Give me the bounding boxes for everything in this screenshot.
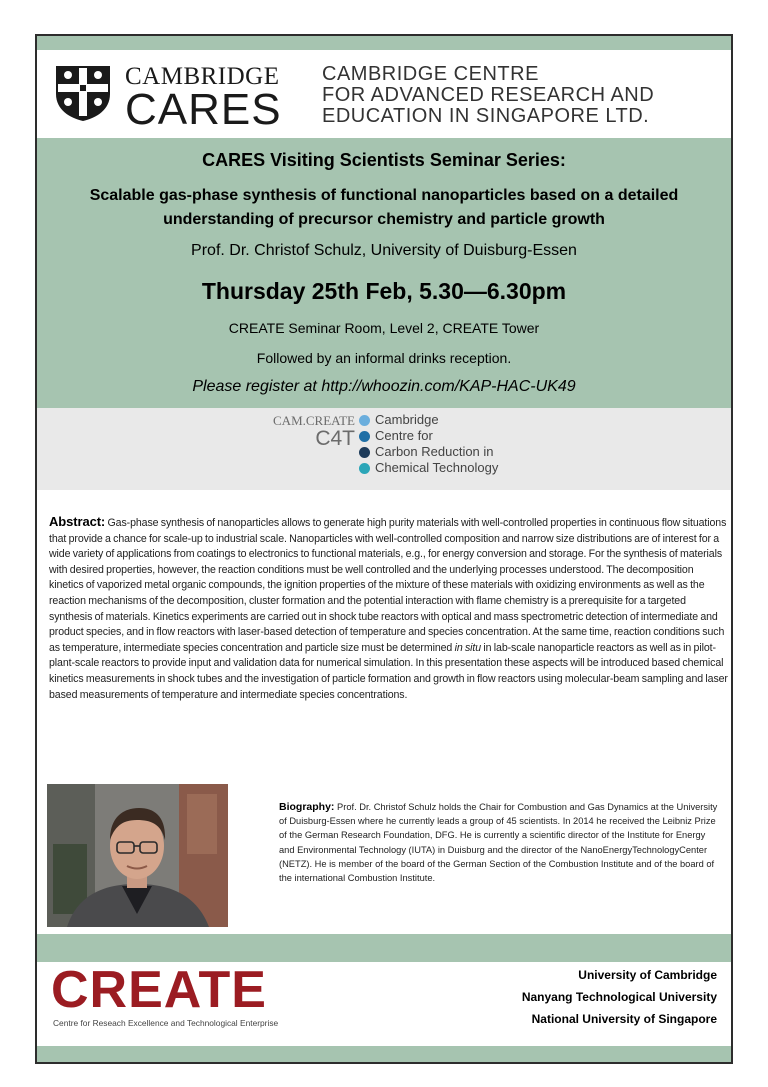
centre-line-1: CAMBRIDGE CENTRE <box>322 63 539 85</box>
biography-section <box>279 800 723 885</box>
middle-green-band <box>37 934 731 962</box>
speaker-portrait-image <box>47 784 228 927</box>
c4t-dot-icon <box>359 415 370 426</box>
c4t-dot-icon <box>359 463 370 474</box>
abstract-section <box>49 514 729 703</box>
abstract-text-2: in lab-scale nanoparticle reactors as well as in pilot-plant-scale reactors to provide input and validation data for numerical simulation. In this presentation these aspects will be introduced based chemical kinetics measurements in shock tubes and the investigation of particle formation and growth in flow reactors using molecular-beam sampling and laser based measurements of temperature and intermediate species concentrations. <box>49 641 728 701</box>
cambridge-shield-icon <box>54 64 112 122</box>
c4t-dot-icon <box>359 447 370 458</box>
centre-name <box>322 64 654 127</box>
centre-line-3: EDUCATION IN SINGAPORE LTD. <box>322 105 650 127</box>
cam-create-text: CAM.CREATE <box>273 413 355 428</box>
university-list <box>522 964 717 1030</box>
cares-wordmark: CARES <box>125 85 282 134</box>
series-title: CARES Visiting Scientists Seminar Series: <box>202 150 566 170</box>
cambridge-wordmark: CAMBRIDGE <box>125 63 280 90</box>
abstract-text: Gas-phase synthesis of nanoparticles allows to generate high purity materials with well-controlled properties in continuous flow situations that provide a chance for scale-up to industrial scale. Nanoparticles with well-controlled composition and narrow size distributions are of interest for a wide variety of applications from coatings to electronics to functional materials, e.g., for energy conversion and storage. For the synthesis of materials with desired properties, however, the reaction conditions must be well controlled and the underlying processes understood. The decomposition kinetics of vaporized metal organic compounds, the ignition properties of the mixture of these materials with oxidizing environments as well as the reaction mechanisms of the decomposition, cluster formation and the potential interaction with flame chemistry is a prerequisite for a targeted synthesis of materials. Kinetics experiments are carried out in shock tube reactors with optical and mass spectrometric detection of intermediate and product species, and in flow reactors with laser-based detection of temperature and species concentration. At the same time, reaction conditions such as temperature, intermediate species concentration and particle size must be determined <box>49 517 727 654</box>
c4t-name-4: Chemical Technology <box>375 460 499 475</box>
bottom-green-band <box>37 1046 731 1062</box>
speaker-photo <box>47 784 228 927</box>
biography-text: Prof. Dr. Christof Schulz holds the Chair for Combustion and Gas Dynamics at the University of Duisburg-Essen where he currently leads a group of 45 scientists. In 2014 he received the Leibniz Prize of the German Research Foundation, DFG. He is currently a scientific director of the Institute for Energy and Environmental Technology (IUTA) in Duisburg and the director of the NanoEnergyTechnologyCenter (NETZ). He is member of the board of the German Section of the Combustion Institute and of the board of the international Combustion Institute. <box>279 802 718 884</box>
event-reception: Followed by an informal drinks reception. <box>256 350 512 366</box>
top-green-band <box>37 36 731 50</box>
university-3: National University of Singapore <box>531 1012 717 1026</box>
cares-header <box>37 50 731 138</box>
biography-label: Biography: <box>279 801 335 813</box>
seminar-poster <box>35 34 733 1064</box>
footer <box>37 962 731 1046</box>
university-2: Nanyang Technological University <box>521 990 717 1004</box>
talk-title: Scalable gas-phase synthesis of functional nanoparticles based on a detailed understanding of precursor chemistry and particle growth <box>89 187 679 228</box>
c4t-name-3: Carbon Reduction in <box>375 444 494 459</box>
c4t-dot-icon <box>359 431 370 442</box>
event-details-panel <box>37 138 731 408</box>
c4t-name-1: Cambridge <box>375 412 439 427</box>
c4t-wordmark <box>259 414 355 450</box>
speaker: Prof. Dr. Christof Schulz, University of Duisburg-Essen <box>191 242 577 259</box>
abstract-label: Abstract: <box>49 514 106 529</box>
event-datetime: Thursday 25th Feb, 5.30—6.30pm <box>201 278 567 304</box>
centre-line-2: FOR ADVANCED RESEARCH AND <box>322 84 655 106</box>
c4t-text: C4T <box>315 427 355 450</box>
create-logo: CREATE <box>51 961 267 1019</box>
abstract-italic: in situ <box>454 641 482 654</box>
abstract-body <box>49 514 729 703</box>
c4t-names <box>375 412 498 476</box>
c4t-dots <box>359 415 373 479</box>
create-subtitle: Centre for Reseach Excellence and Technological Enterprise <box>53 1018 279 1028</box>
university-1: University of Cambridge <box>578 968 717 982</box>
c4t-name-2: Centre for <box>375 428 433 443</box>
event-venue: CREATE Seminar Room, Level 2, CREATE Tower <box>228 320 540 336</box>
c4t-logo-band <box>37 408 731 490</box>
register-link[interactable]: Please register at http://whoozin.com/KAP-HAC-UK49 <box>192 378 576 395</box>
